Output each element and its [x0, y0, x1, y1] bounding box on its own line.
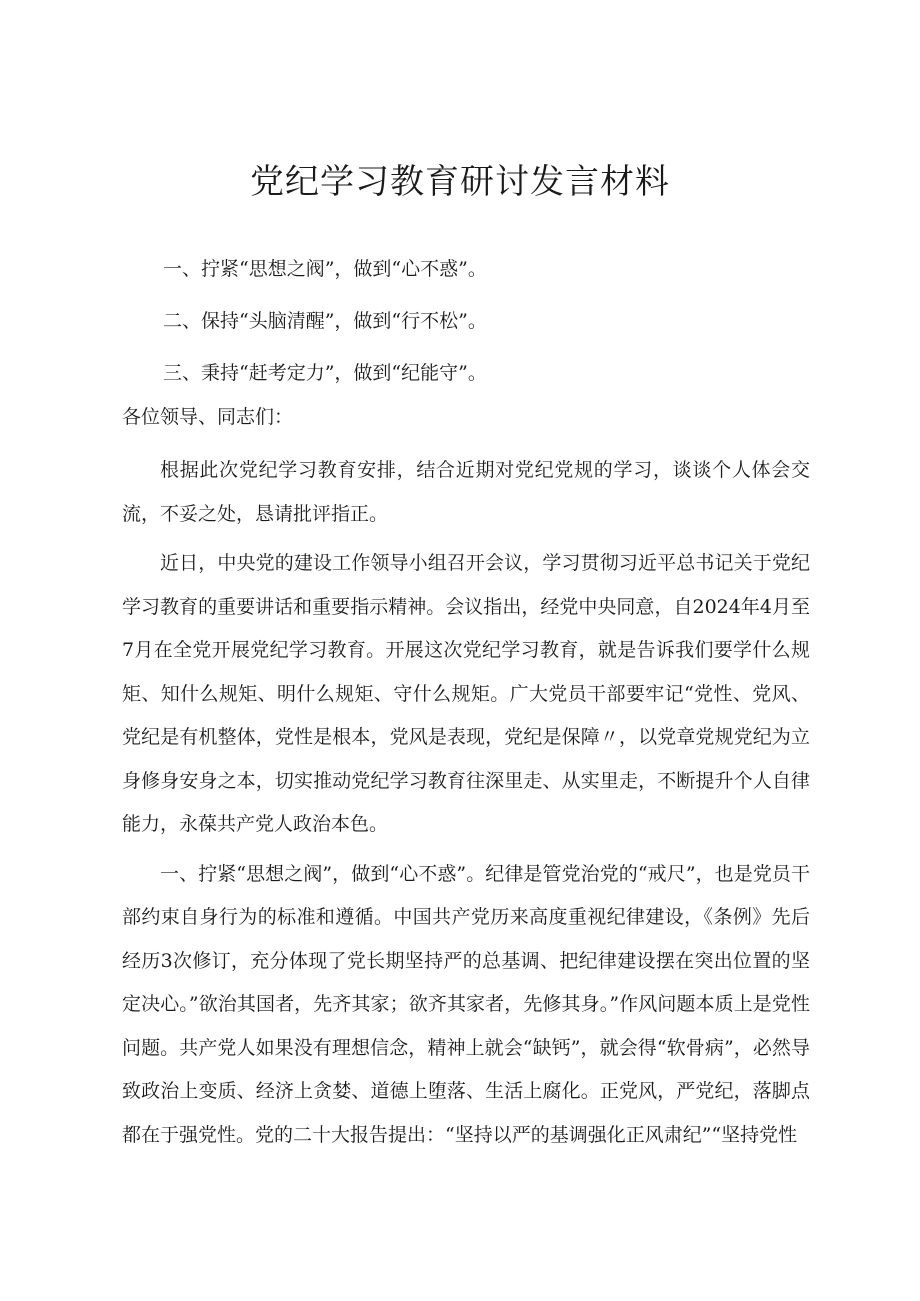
- outline-item-2: 二、保持“头脑清醒”，做到“行不松”。: [163, 310, 487, 332]
- body-text: [122, 449, 810, 1163]
- outline-item-3: 三、秉持“赶考定力”，做到“纪能守”。: [163, 362, 487, 384]
- paragraph-point-one: 一、拧紧“思想之阀”，做到“心不惑”。纪律是管党治党的“戒尺”，也是党员干部约束自身行为的标准和遵循。中国共产党历来高度重视纪律建设，《条例》先后经历3次修订，充分体现了党长期坚持严的总基调、把纪律建设摆在突出位置的坚定决心。”欲治其国者，先齐其家；欲齐其家者，先修其身。”作风问题本质上是党性问题。共产党人如果没有理想信念，精神上就会“缺钙”，就会得“软骨病”，必然导致政治上变质、经济上贪婪、道德上堕落、生活上腐化。正党风，严党纪，落脚点都在于强党性。党的二十大报告提出：“坚持以严的基调强化正风肃纪”“坚持党性: [122, 862, 810, 1146]
- greeting: 各位领导、同志们：: [122, 406, 294, 428]
- paragraph-background: 近日，中央党的建设工作领导小组召开会议，学习贯彻习近平总书记关于党纪学习教育的重要讲话和重要指示精神。会议指出，经党中央同意，自2024年4月至7月在全党开展党纪学习教育。开展这次党纪学习教育，就是告诉我们要学什么规矩、知什么规矩、明什么规矩、守什么规矩。广大党员干部要牢记“党性、党风、党纪是有机整体，党性是根本，党风是表现，党纪是保障〃，以党章党规党纪为立身修身安身之本，切实推动党纪学习教育往深里走、从实里走，不断提升个人自律能力，永葆共产党人政治本色。: [122, 552, 810, 835]
- outline-list: [163, 256, 823, 412]
- outline-item-1: 一、拧紧“思想之阀”，做到“心不惑”。: [163, 258, 487, 280]
- document-title: 党纪学习教育研讨发言材料: [250, 162, 670, 202]
- paragraph-intro: 根据此次党纪学习教育安排，结合近期对党纪党规的学习，谈谈个人体会交流，不妥之处，恳请批评指正。: [122, 459, 810, 525]
